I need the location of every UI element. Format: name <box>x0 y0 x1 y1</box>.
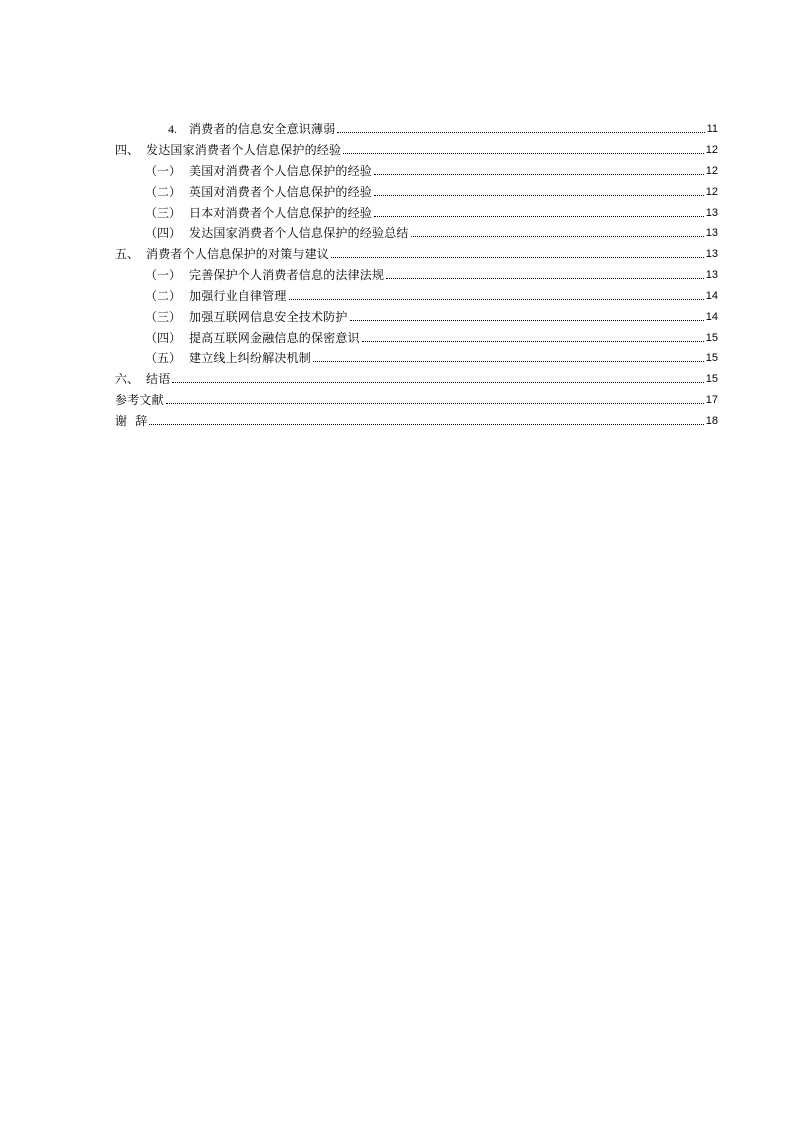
toc-entry-title: 日本对消费者个人信息保护的经验 <box>189 206 373 220</box>
toc-entry-title: 谢 辞 <box>115 414 148 428</box>
toc-entry-page: 12 <box>705 144 718 156</box>
toc-entry-title: 加强行业自律管理 <box>189 289 287 303</box>
toc-dot-leader <box>313 361 704 362</box>
toc-entry-number: 六、 <box>115 372 140 386</box>
toc-entry-title: 发达国家消费者个人信息保护的经验总结 <box>189 226 409 240</box>
toc-dot-leader <box>374 174 704 175</box>
toc-dot-leader <box>362 341 704 342</box>
toc-entry-title: 提高互联网金融信息的保密意识 <box>189 331 360 345</box>
toc-entry-page: 13 <box>705 269 718 281</box>
toc-entry-number: （二） <box>145 185 182 199</box>
toc-entry[interactable] <box>145 158 718 178</box>
toc-entry-page: 12 <box>705 165 718 177</box>
toc-entry-title: 消费者的信息安全意识薄弱 <box>189 122 336 136</box>
toc-entry-page: 15 <box>705 352 718 364</box>
toc-dot-leader <box>289 299 704 300</box>
toc-entry[interactable] <box>145 179 718 199</box>
toc-entry-title: 发达国家消费者个人信息保护的经验 <box>146 143 342 157</box>
toc-entry-page: 18 <box>705 415 718 427</box>
toc-dot-leader <box>337 132 704 133</box>
toc-entry-title: 完善保护个人消费者信息的法律法规 <box>189 268 385 282</box>
toc-entry[interactable] <box>115 366 718 386</box>
toc-dot-leader <box>374 216 704 217</box>
toc-entry-title: 结语 <box>146 372 171 386</box>
toc-entry-page: 14 <box>705 311 718 323</box>
toc-entry-page: 11 <box>706 123 718 135</box>
toc-entry-number: （四） <box>145 331 182 345</box>
toc-entry-page: 17 <box>705 394 718 406</box>
toc-entry[interactable] <box>145 325 718 345</box>
toc-dot-leader <box>386 278 704 279</box>
toc-dot-leader <box>331 257 704 258</box>
toc-entry-title: 加强互联网信息安全技术防护 <box>189 310 348 324</box>
toc-entry[interactable] <box>145 220 718 240</box>
toc-entry-number: 4. <box>168 122 177 136</box>
toc-entry-number: （一） <box>145 268 182 282</box>
toc-entry[interactable] <box>168 116 718 136</box>
toc-entry[interactable] <box>145 200 718 220</box>
toc-entry-page: 13 <box>705 207 718 219</box>
toc-entry[interactable] <box>145 345 718 365</box>
toc-dot-leader <box>350 320 704 321</box>
toc-entry-number: （一） <box>145 164 182 178</box>
toc-entry-number: （五） <box>145 351 182 365</box>
toc-entry[interactable] <box>115 408 718 428</box>
toc-entry[interactable] <box>145 262 718 282</box>
toc-dot-leader <box>149 424 703 425</box>
toc-entry-title: 消费者个人信息保护的对策与建议 <box>146 247 330 261</box>
toc-entry-page: 13 <box>705 248 718 260</box>
toc-entry[interactable] <box>145 283 718 303</box>
toc-entry-title: 建立线上纠纷解决机制 <box>189 351 312 365</box>
toc-entry-title: 英国对消费者个人信息保护的经验 <box>189 185 373 199</box>
toc-entry-number: （四） <box>145 226 182 240</box>
toc-entry-number: （三） <box>145 206 182 220</box>
toc-entry-title: 美国对消费者个人信息保护的经验 <box>189 164 373 178</box>
toc-dot-leader <box>172 382 703 383</box>
toc-entry-page: 12 <box>705 186 718 198</box>
toc-entry-page: 15 <box>705 332 718 344</box>
toc-entry[interactable] <box>145 304 718 324</box>
toc-entry-number: （三） <box>145 310 182 324</box>
toc-dot-leader <box>343 153 704 154</box>
toc-entry-number: （二） <box>145 289 182 303</box>
toc-entry-number: 四、 <box>115 143 140 157</box>
toc-entry-page: 14 <box>705 290 718 302</box>
toc-dot-leader <box>374 195 704 196</box>
toc-entry-number: 五、 <box>115 247 140 261</box>
toc-entry[interactable] <box>115 241 718 261</box>
toc-entry[interactable] <box>115 137 718 157</box>
toc-dot-leader <box>411 236 704 237</box>
toc-entry[interactable] <box>115 387 718 407</box>
toc-entry-page: 13 <box>705 227 718 239</box>
toc-dot-leader <box>166 403 704 404</box>
toc-entry-page: 15 <box>705 373 718 385</box>
toc-entry-title: 参考文献 <box>115 393 164 407</box>
